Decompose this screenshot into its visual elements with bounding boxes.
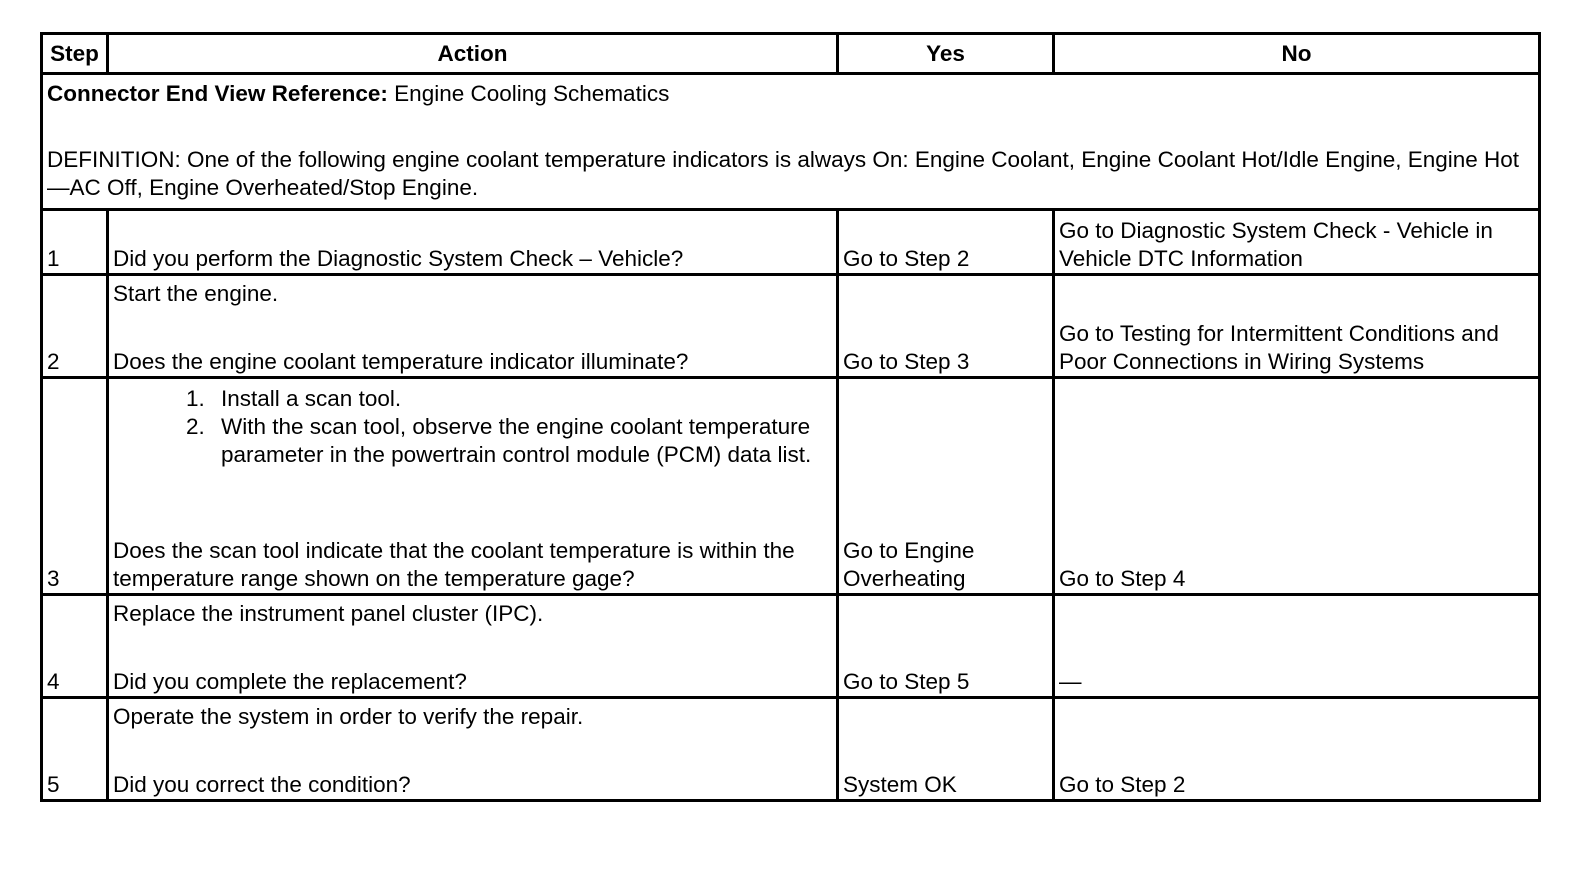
action-instruction: Operate the system in order to verify the repair. [113,704,584,729]
action-question: Did you perform the Diagnostic System Check – Vehicle? [113,246,684,271]
action-question: Did you complete the replacement? [113,669,467,694]
action-question: Does the engine coolant temperature indicator illuminate? [113,349,689,374]
header-step: Step [42,34,108,74]
yes-cell: Go to Step 3 [838,275,1054,378]
yes-cell: Go to Step 2 [838,210,1054,275]
action-cell [108,210,838,275]
action-question: Did you correct the condition? [113,772,411,797]
yes-cell: Go to Engine Overheating [838,378,1054,595]
action-instruction: Start the engine. [113,281,279,306]
table-row [42,378,1540,595]
action-cell [108,378,838,595]
no-cell: Go to Step 4 [1054,378,1540,595]
diagnostic-table [40,32,1541,802]
step-number: 3 [42,378,108,595]
header-action: Action [108,34,838,74]
action-question: Does the scan tool indicate that the coolant temperature is within the temperature range shown on the temperature gage? [113,538,795,591]
table-row [42,698,1540,801]
step-number: 5 [42,698,108,801]
action-instruction: Replace the instrument panel cluster (IPC). [113,601,544,626]
table-row [42,210,1540,275]
list-item: 1. Install a scan tool. [211,385,832,413]
connector-reference [47,80,1534,108]
no-cell: Go to Diagnostic System Check - Vehicle in Vehicle DTC Information [1054,210,1540,275]
action-cell [108,698,838,801]
action-steps-list [113,381,832,469]
yes-cell: System OK [838,698,1054,801]
header-row [42,34,1540,74]
no-cell: — [1054,595,1540,698]
connector-reference-label: Connector End View Reference: [47,81,388,106]
step-number: 1 [42,210,108,275]
no-cell: Go to Step 2 [1054,698,1540,801]
connector-reference-value: Engine Cooling Schematics [387,81,670,106]
definition-text: DEFINITION: One of the following engine coolant temperature indicators is always On: Engine Coolant, Engine Coolant Hot/Idle Engine, Engine Hot—AC Off, Engine Overheated/Stop Engine. [47,147,1520,200]
step-number: 2 [42,275,108,378]
action-cell [108,595,838,698]
yes-cell: Go to Step 5 [838,595,1054,698]
header-yes: Yes [838,34,1054,74]
header-no: No [1054,34,1540,74]
table-row [42,275,1540,378]
action-cell [108,275,838,378]
table-row [42,595,1540,698]
no-cell: Go to Testing for Intermittent Conditions and Poor Connections in Wiring Systems [1054,275,1540,378]
step-number: 4 [42,595,108,698]
info-row [42,74,1540,210]
list-item: 2. With the scan tool, observe the engine coolant temperature parameter in the powertrain control module (PCM) data list. [211,413,832,469]
info-cell [42,74,1540,210]
